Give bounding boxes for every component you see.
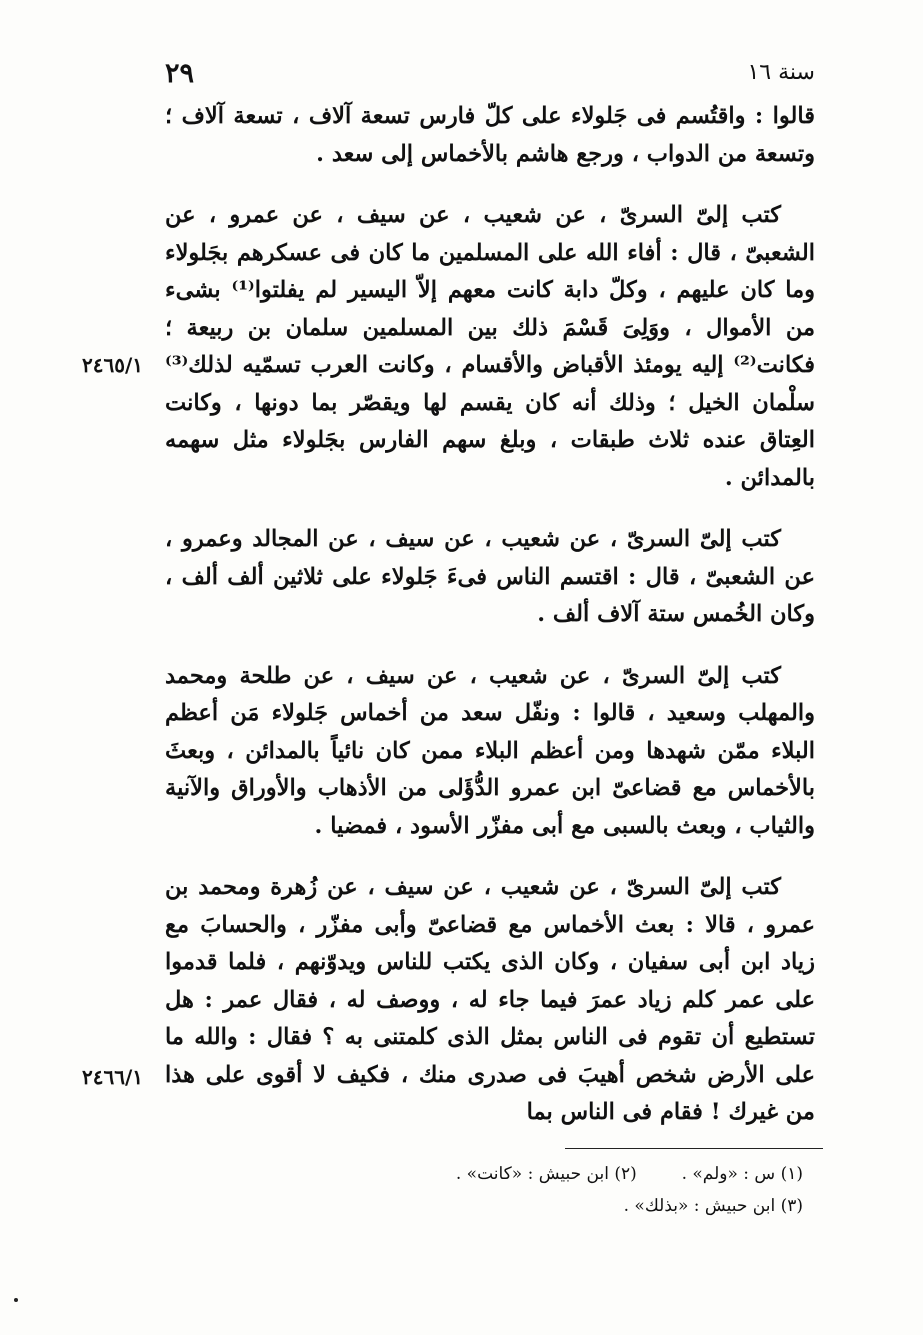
page-number: ٢٩ xyxy=(165,58,195,89)
footnote-3: (٣) ابن حبيش : «بذلك» . xyxy=(623,1196,803,1216)
paragraph-4: كتب إلىّ السرىّ ، عن شعيب ، عن سيف ، عن طلحة ومحمد والمهلب وسعيد ، قالوا : ونفّل سعد من أخماس جَلولاء مَن أعظم البلاء ممّن شهدها ومن أعظم البلاء ممن كان نائياً بالمدائن ، وبعثَ بالأخماس مع قضاعىّ ابن عمرو الدُّؤَلى من الأذهاب والأوراق والآنية والثياب ، وبعث بالسبى مع أبى مفزّر الأسود ، فمضيا . xyxy=(165,662,815,839)
paragraph-2: كتب إلىّ السرىّ ، عن شعيب ، عن سيف ، عن عمرو ، عن الشعبىّ ، قال : أفاء الله على المسلمين ما كان فى عسكرهم بجَلولاء وما كان عليهم ، وكلّ دابة كانت معهم إلاّ اليسير لم يفلتوا⁽¹⁾ بشىء من الأموال ، ووَلِىَ قَسْمَ ذلك بين المسلمين سلمان بن ربيعة ؛ فكانت⁽²⁾ إليه يومئذ الأقباض والأقسام ، وكانت العرب تسمّيه لذلك⁽³⁾ سلْمان الخيل ؛ وذلك أنه كان يقسم لها ويقصّر بما دونها ، وكانت العِتاق عنده ثلاث طبقات ، وبلغ سهم الفارس بجَلولاء مثل سهمه بالمدائن . xyxy=(165,202,816,491)
paragraph-3: كتب إلىّ السرىّ ، عن شعيب ، عن سيف ، عن المجالد وعمرو ، عن الشعبىّ ، قال : اقتسم الناس فىءَ جَلولاء على ثلاثين ألف ألف ، وكان الخُمس ستة آلاف ألف . xyxy=(165,526,815,627)
footnote-2: (٢) ابن حبيش : «كانت» . xyxy=(455,1164,637,1184)
main-text xyxy=(165,98,815,1156)
running-head-year: سنة ١٦ xyxy=(747,60,815,85)
footnote-separator xyxy=(565,1148,823,1149)
footnote-line-2 xyxy=(203,1190,803,1222)
scan-speck xyxy=(14,1298,18,1302)
paragraph-5: كتب إلىّ السرىّ ، عن شعيب ، عن سيف ، عن زُهرة ومحمد بن عمرو ، قالا : بعث الأخماس مع قضاعىّ وأبى مفزّر ، والحسابَ مع زياد ابن أبى سفيان ، وكان الذى يكتب للناس ويدوّنهم ، فلما قدموا على عمر كلم زياد عمرَ فيما جاء له ، ووصف له ، فقال عمر : هل تستطيع أن تقوم فى الناس بمثل الذى كلمتنى به ؟ فقال : والله ما على الأرض شخص أهيبَ فى صدرى منك ، فكيف لا أقوى على هذا من غيرك ! فقام فى الناس بما xyxy=(165,874,815,1125)
margin-reference-2: ٢٤٦٦/١ xyxy=(82,1065,144,1089)
margin-reference-1: ٢٤٦٥/١ xyxy=(82,353,144,377)
paragraph-1: قالوا : واقتُسم فى جَلولاء على كلّ فارس تسعة آلاف ، تسعة آلاف ؛ وتسعة من الدواب ، ورجع هاشم بالأخماس إلى سعد . xyxy=(165,103,815,167)
footnote-1: (١) س : «ولم» . xyxy=(681,1164,803,1184)
footnotes xyxy=(203,1158,803,1222)
page-header xyxy=(165,58,815,94)
footnote-line-1 xyxy=(203,1158,803,1190)
